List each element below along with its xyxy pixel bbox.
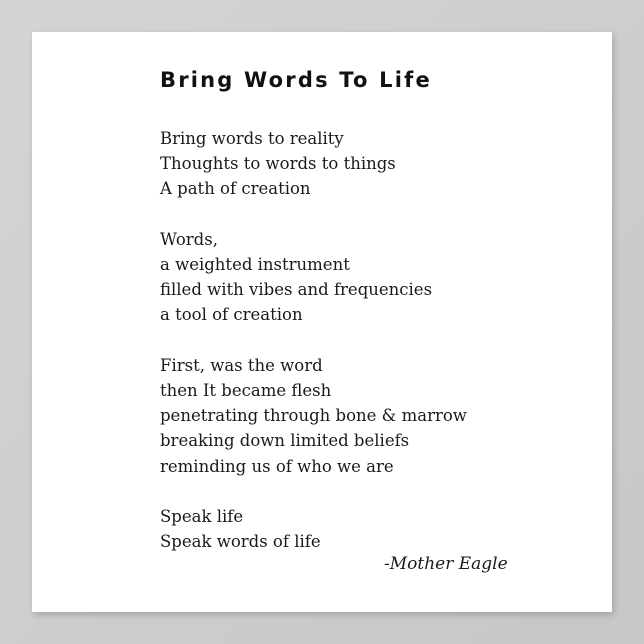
poem-line: Words, <box>160 229 218 249</box>
poem-line: Speak words of life <box>160 532 321 552</box>
stanza-1 <box>160 126 467 202</box>
poem-title: Bring Words To Life <box>160 68 432 92</box>
poem-line: breaking down limited beliefs <box>160 431 410 451</box>
poem-line: a weighted instrument <box>160 255 350 274</box>
stanza-4 <box>160 504 467 554</box>
author-signature: -Mother Eagle <box>384 554 508 574</box>
poem-line: Speak life <box>160 507 244 526</box>
poem-line: First, was the word <box>160 355 323 375</box>
poem-line: Thoughts to words to things <box>160 154 396 174</box>
poem-line: then It became flesh <box>160 381 332 400</box>
poem-line: a tool of creation <box>160 305 303 325</box>
poem-line: penetrating through bone & marrow <box>160 406 467 426</box>
poem-poster <box>32 32 612 612</box>
poem-line: A path of creation <box>160 179 311 199</box>
stanza-2 <box>160 227 467 328</box>
stanza-3 <box>160 353 467 479</box>
poem-line: filled with vibes and frequencies <box>160 280 433 300</box>
poem-line: Bring words to reality <box>160 129 344 148</box>
poem-body <box>160 126 467 554</box>
poem-line: reminding us of who we are <box>160 456 394 476</box>
